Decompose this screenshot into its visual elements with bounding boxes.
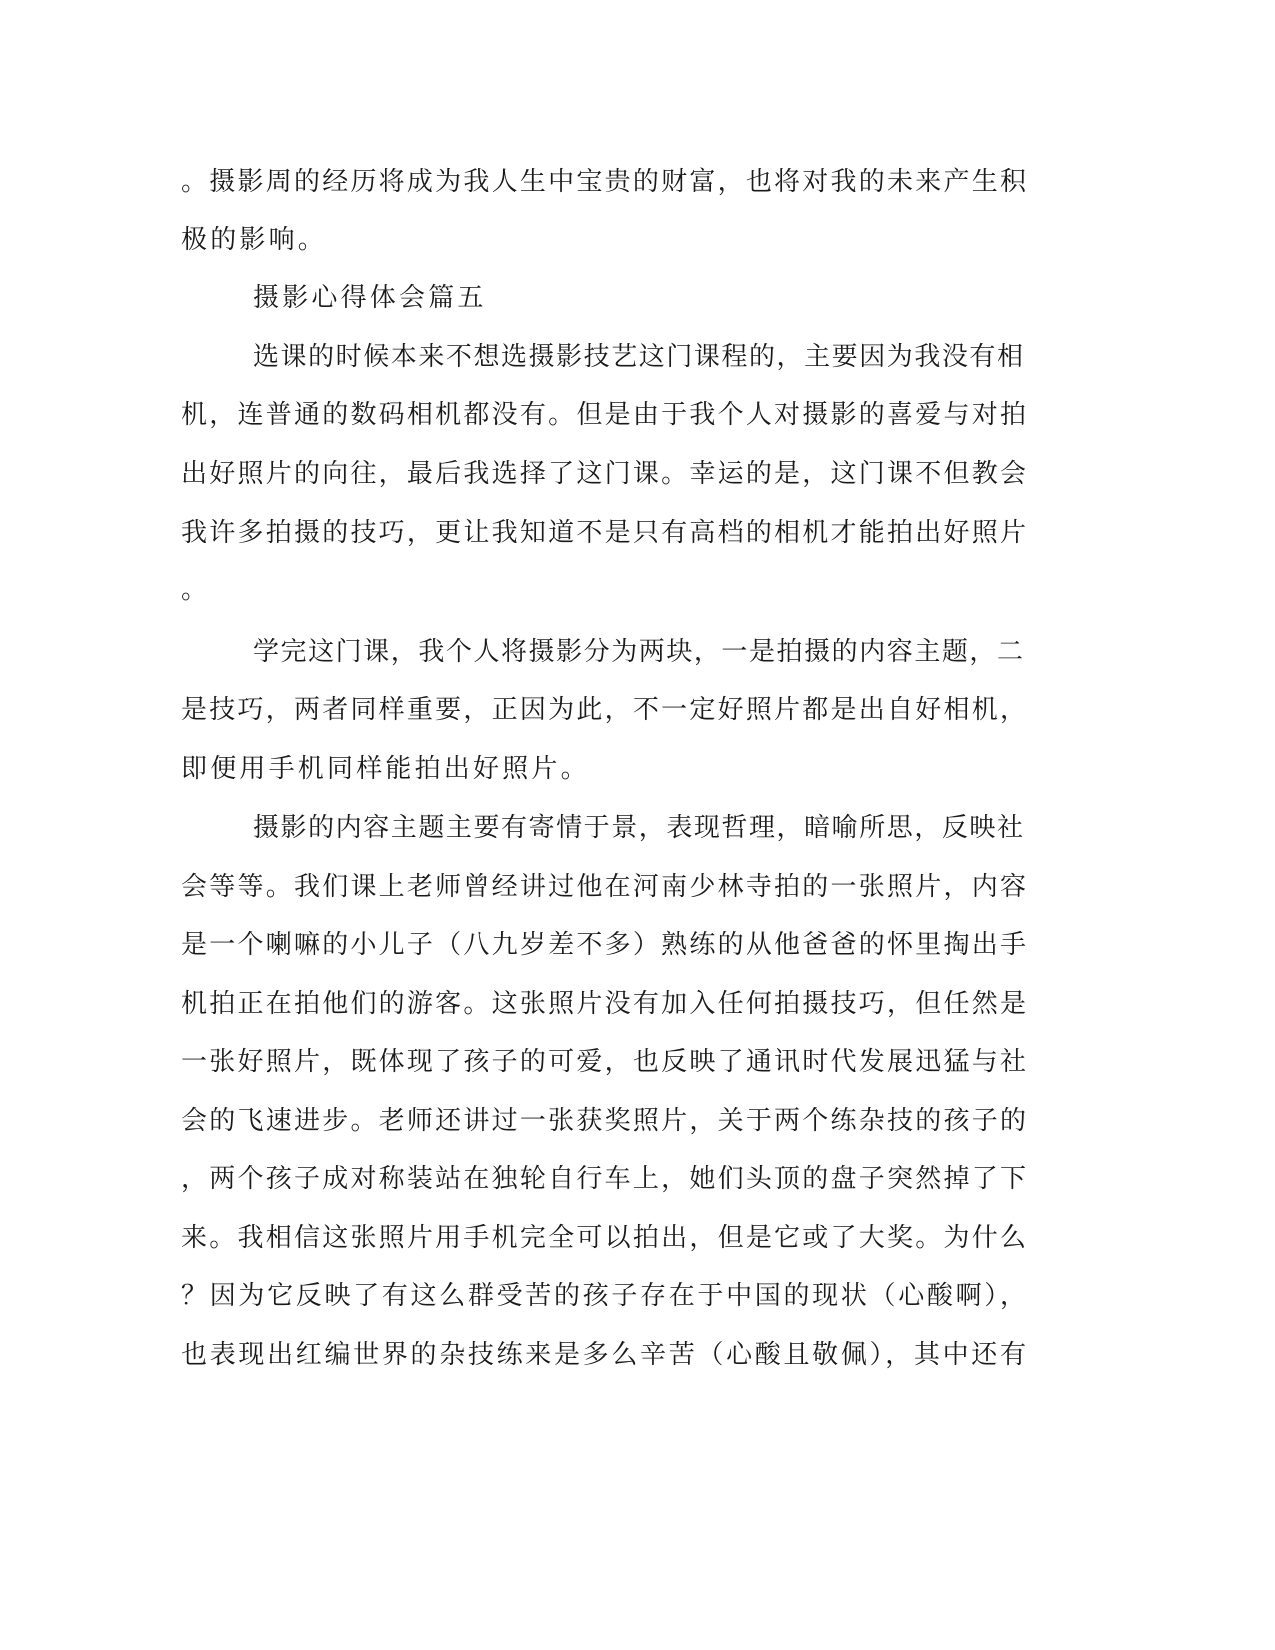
text-line: 我许多拍摄的技巧，更让我知道不是只有高档的相机才能拍出好照片 (181, 518, 1026, 548)
text-line: 选课的时候本来不想选摄影技艺这门课程的，主要因为我没有相 (253, 342, 1023, 372)
text-line: 会的飞速进步。老师还讲过一张获奖照片，关于两个练杂技的孩子的 (181, 1106, 1026, 1136)
text-line: 极的影响。 (181, 225, 328, 255)
text-line: 是一个喇嘛的小儿子（八九岁差不多）熟练的从他爸爸的怀里掏出手 (181, 930, 1026, 960)
text-line: ，两个孩子成对称装站在独轮自行车上，她们头顶的盘子突然掉了下 (181, 1164, 1026, 1194)
text-line: 机拍正在拍他们的游客。这张照片没有加入任何拍摄技巧，但任然是 (181, 989, 1026, 1019)
text-line: 。摄影周的经历将成为我人生中宝贵的财富，也将对我的未来产生积 (181, 167, 1026, 197)
text-line: 来。我相信这张照片用手机完全可以拍出，但是它或了大奖。为什么 (181, 1223, 1026, 1253)
text-line: 即便用手机同样能拍出好照片。 (181, 754, 590, 784)
text-line: 机，连普通的数码相机都没有。但是由于我个人对摄影的喜爱与对拍 (181, 400, 1026, 430)
text-line: 会等等。我们课上老师曾经讲过他在河南少林寺拍的一张照片，内容 (181, 872, 1026, 902)
text-line: 。 (181, 575, 211, 605)
section-heading: 摄影心得体会篇五 (253, 283, 487, 313)
text-line: 是技巧，两者同样重要，正因为此，不一定好照片都是出自好相机， (181, 695, 1026, 725)
text-line: 也表现出红编世界的杂技练来是多么辛苦（心酸且敬佩），其中还有 (181, 1340, 1026, 1370)
text-line: 出好照片的向往，最后我选择了这门课。幸运的是，这门课不但教会 (181, 459, 1026, 489)
text-line: 学完这门课，我个人将摄影分为两块，一是拍摄的内容主题，二 (253, 637, 1023, 667)
text-line: ？因为它反映了有这么群受苦的孩子存在于中国的现状（心酸啊）， (181, 1281, 1026, 1311)
text-line: 摄影的内容主题主要有寄情于景，表现哲理，暗喻所思，反映社 (253, 813, 1023, 843)
text-line: 一张好照片，既体现了孩子的可爱，也反映了通讯时代发展迅猛与社 (181, 1047, 1026, 1077)
